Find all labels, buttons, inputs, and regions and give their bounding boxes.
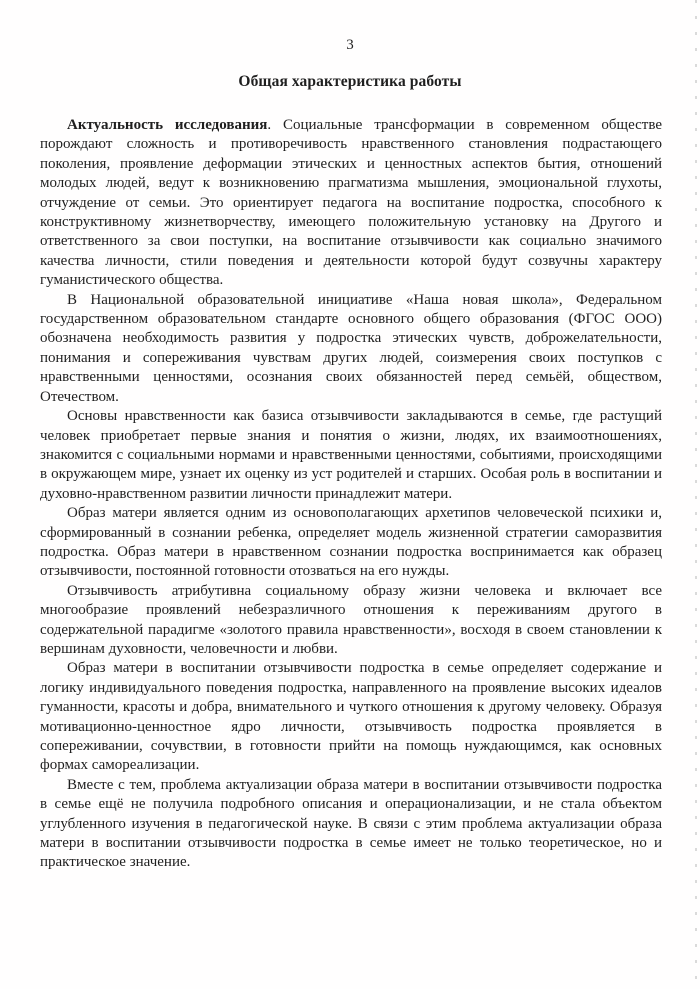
paragraph-text: Образ матери является одним из основополагающих архетипов человеческой психики и, сформированный в сознании ребенка, определяет модель жизненной стратегии саморазвития подростка. Образ матери в нравственном сознании подростка воспринимается как образец отзывчивости, постоянной готовности отозваться на его нужды. — [40, 505, 662, 580]
paragraph — [40, 776, 662, 873]
paragraph — [40, 582, 662, 660]
paragraph-actualnost — [40, 116, 662, 291]
paragraph-lead-bold: Актуальность исследования — [67, 117, 268, 133]
section-heading: Общая характеристика работы — [238, 73, 462, 90]
paragraph — [40, 659, 662, 775]
paragraph-text: Основы нравственности как базиса отзывчивости закладываются в семье, где растущий человек приобретает первые знания и понятия о жизни, людях, их взаимоотношениях, знакомится с социальными нормами и нравственными ценностями, событиями, происходящими в окружающем мире, узнает их оценку из уст родителей и старших. Особая роль в воспитании и духовно-нравственном развитии личности принадлежит матери. — [40, 408, 662, 502]
paragraph-text: В Национальной образовательной инициативе «Наша новая школа», Федеральном государственном образовательном стандарте основного общего образования (ФГОС ООО) обозначена необходимость развития у подростка этических чувств, доброжелательности, понимания и сопереживания чувствам других людей, соизмерения своих поступков с нравственными ценностями, осознания своих обязанностей перед семьёй, обществом, Отечеством. — [40, 291, 662, 405]
paragraph-text: Образ матери в воспитании отзывчивости подростка в семье определяет содержание и логику индивидуального поведения подростка, направленного на проявление высоких идеалов гуманности, красоты и добра, внимательного и чуткого отношения к другому человеку. Образуя мотивационно-ценностное ядро личности, отзывчивость подростка проявляется в сопереживании, сочувствии, в готовности прийти на помощь нуждающимся, как основных формах самореализации. — [40, 660, 662, 774]
paragraph — [40, 504, 662, 582]
paragraph-text: Отзывчивость атрибутивна социальному образу жизни человека и включает все многообразие проявлений небезразличного отношения к переживаниям другого в содержательной парадигме «золотого правила нравственности», восходя в своем становлении к вершинам духовности, человечности и любви. — [40, 582, 662, 657]
page-number: 3 — [346, 37, 354, 53]
paragraph — [40, 407, 662, 504]
document-body — [40, 116, 662, 873]
scan-edge-artifact — [695, 0, 697, 989]
paragraph-text: . Социальные трансформации в современном обществе порождают сложность и противоречивость нравственного становления подрастающего поколения, проявление деформации этических и ценностных аспектов бытия, отношений молодых людей, ведут к возникновению прагматизма мышления, эмоциональной глухоты, отчуждение от семьи. Это ориентирует педагога на воспитание подростка, способного к конструктивному жизнетворчеству, имеющего положительную установку на Другого и ответственного за свои поступки, на воспитание отзывчивости как социально значимого качества личности, стили поведения и деятельности которой будут созвучны характеру гуманистического общества. — [40, 117, 662, 289]
paragraph-text: Вместе с тем, проблема актуализации образа матери в воспитании отзывчивости подростка в семье ещё не получила подробного описания и операционализации, и не стала объектом углубленного изучения в педагогической науке. В связи с этим проблема актуализации образа матери в воспитании отзывчивости подростка в семье имеет не только теоретическое, но и практическое значение. — [40, 776, 662, 871]
paragraph — [40, 291, 662, 407]
